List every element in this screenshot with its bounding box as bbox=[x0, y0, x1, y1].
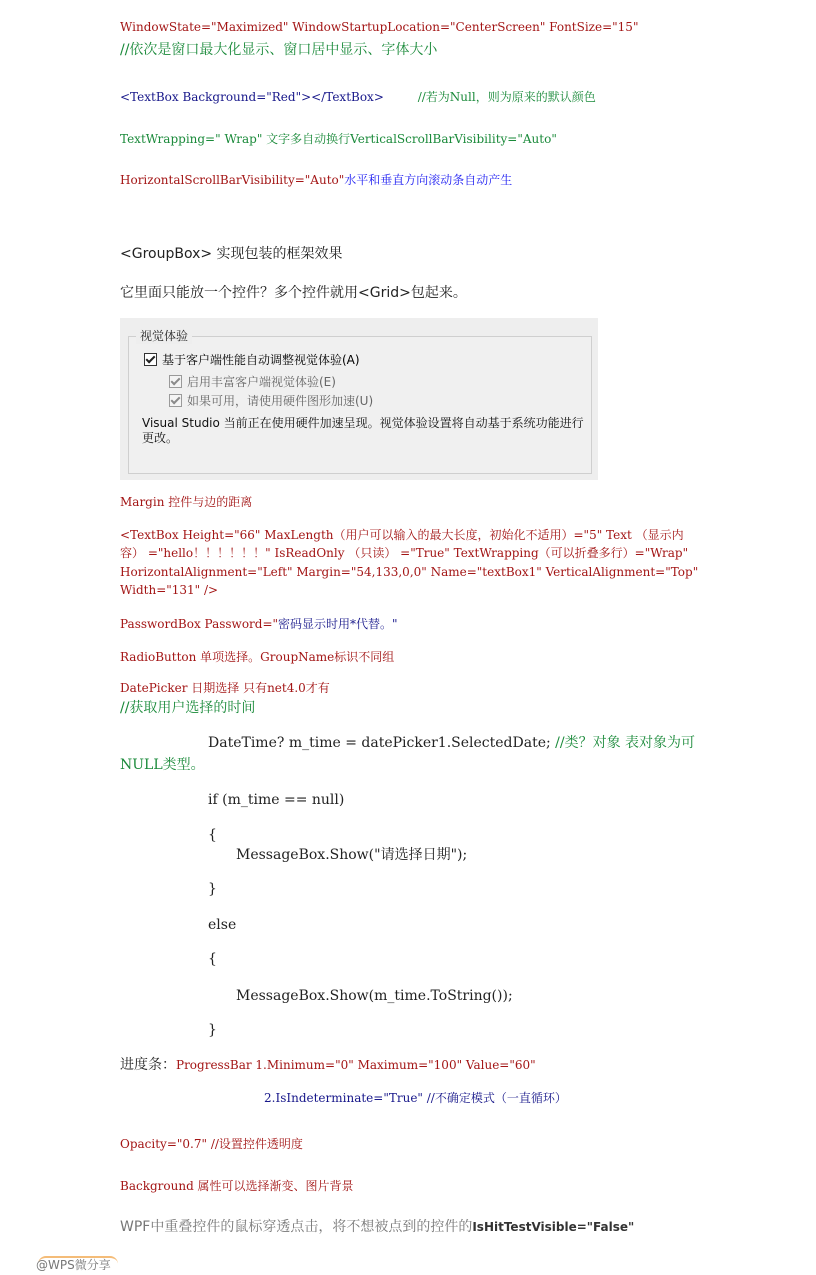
progressbar-code-1: ProgressBar 1.Minimum="0" Maximum="100" Value="60" bbox=[176, 1058, 536, 1072]
progressbar-line-1 bbox=[120, 1057, 536, 1073]
radiobutton-note: RadioButton 单项选择。GroupName标识不同组 bbox=[120, 650, 395, 664]
checkbox-auto-adjust-label: 基于客户端性能自动调整视觉体验(A) bbox=[162, 353, 360, 367]
dialog-description: Visual Studio 当前正在使用硬件加速呈现。视觉体验设置将自动基于系统功能进行更改。 bbox=[142, 416, 584, 445]
code-brace-close-1: } bbox=[208, 881, 217, 897]
code-line-textbox-background bbox=[120, 89, 596, 105]
code-if: if (m_time == null) bbox=[208, 792, 345, 808]
code-datetime-stmt: DateTime? m_time = datePicker1.SelectedDate; bbox=[208, 735, 551, 751]
comment-get-date: //获取用户选择的时间 bbox=[120, 700, 256, 716]
background-line: Background 属性可以选择渐变、图片背景 bbox=[120, 1179, 354, 1193]
code-textbox-line-1: <TextBox Height="66" MaxLength（用户可以输入的最大长度，初始化不适用）="5" Text （显示内 bbox=[120, 528, 684, 542]
comment-window-state: //依次是窗口最大化显示、窗口居中显示、字体大小 bbox=[120, 42, 438, 58]
margin-note: Margin 控件与边的距离 bbox=[120, 495, 253, 509]
comment-null-default: //若为Null，则为原来的默认颜色 bbox=[417, 90, 596, 104]
comment-nullable-cont: NULL类型。 bbox=[120, 757, 205, 773]
code-messagebox-2: MessageBox.Show(m_time.ToString()); bbox=[236, 988, 513, 1004]
code-messagebox-1: MessageBox.Show("请选择日期"); bbox=[236, 847, 468, 863]
checkbox-rich-client-label: 启用丰富客户端视觉体验(E) bbox=[187, 375, 336, 389]
hit-test-note bbox=[120, 1218, 634, 1236]
checkbox-rich-client[interactable] bbox=[169, 373, 336, 390]
groupbox-note: 它里面只能放一个控件？多个控件就用<Grid>包起来。 bbox=[120, 285, 467, 301]
code-else: else bbox=[208, 917, 237, 933]
code-horizontal-scrollbar: HorizontalScrollBarVisibility="Auto" bbox=[120, 173, 345, 187]
code-brace-close-2: } bbox=[208, 1022, 217, 1038]
code-datetime bbox=[208, 734, 695, 752]
code-textbox-line-3: HorizontalAlignment="Left" Margin="54,133,0,0" Name="textBox1" VerticalAlignment="Top" bbox=[120, 565, 699, 579]
comment-nullable: //类？对象 表对象为可 bbox=[550, 735, 696, 751]
groupbox-heading: <GroupBox> 实现包装的框架效果 bbox=[120, 246, 343, 262]
group-title: 视觉体验 bbox=[136, 327, 192, 344]
visual-experience-dialog bbox=[120, 318, 598, 480]
code-textbox-line-4: Width="131" /> bbox=[120, 583, 219, 597]
code-textbox-background: <TextBox Background="Red"></TextBox> bbox=[120, 90, 384, 104]
code-line-scrollbar bbox=[120, 172, 512, 188]
comment-scrollbar: 水平和垂直方向滚动条自动产生 bbox=[344, 173, 513, 187]
hit-test-code: IsHitTestVisible="False" bbox=[472, 1220, 635, 1234]
checkbox-auto-adjust[interactable] bbox=[144, 351, 360, 368]
code-passwordbox-attr: PasswordBox Password=" bbox=[120, 617, 279, 631]
datepicker-note: DatePicker 日期选择 只有net4.0才有 bbox=[120, 681, 330, 695]
code-line-window-state: WindowState="Maximized" WindowStartupLocation="CenterScreen" FontSize="15" bbox=[120, 20, 639, 34]
code-textbox-line-2: 容） ="hello！！！！！！" IsReadOnly （只读） ="True" TextWrapping（可以折叠多行）="Wrap" bbox=[120, 546, 689, 560]
watermark: @WPS微分享 bbox=[36, 1258, 111, 1272]
checkbox-hardware-accel-label: 如果可用，请使用硬件图形加速(U) bbox=[187, 394, 374, 408]
progressbar-line-2: 2.IsIndeterminate="True" //不确定模式（一直循环） bbox=[264, 1091, 567, 1105]
opacity-line: Opacity="0.7" //设置控件透明度 bbox=[120, 1137, 303, 1151]
checkbox-checked-icon[interactable] bbox=[144, 353, 157, 366]
checkbox-checked-icon[interactable] bbox=[169, 394, 182, 407]
progressbar-label: 进度条： bbox=[120, 1057, 176, 1073]
checkbox-hardware-accel[interactable] bbox=[169, 392, 373, 409]
code-passwordbox-value: 密码显示时用*代替。" bbox=[278, 617, 398, 631]
checkbox-checked-icon[interactable] bbox=[169, 375, 182, 388]
code-brace-open-2: { bbox=[208, 951, 217, 967]
hit-test-text: WPF中重叠控件的鼠标穿透点击，将不想被点到的控件的 bbox=[120, 1219, 473, 1235]
code-brace-open-1: { bbox=[208, 827, 217, 843]
code-line-text-wrapping: TextWrapping=" Wrap" 文字多自动换行VerticalScrollBarVisibility="Auto" bbox=[120, 132, 557, 146]
code-passwordbox bbox=[120, 616, 398, 632]
